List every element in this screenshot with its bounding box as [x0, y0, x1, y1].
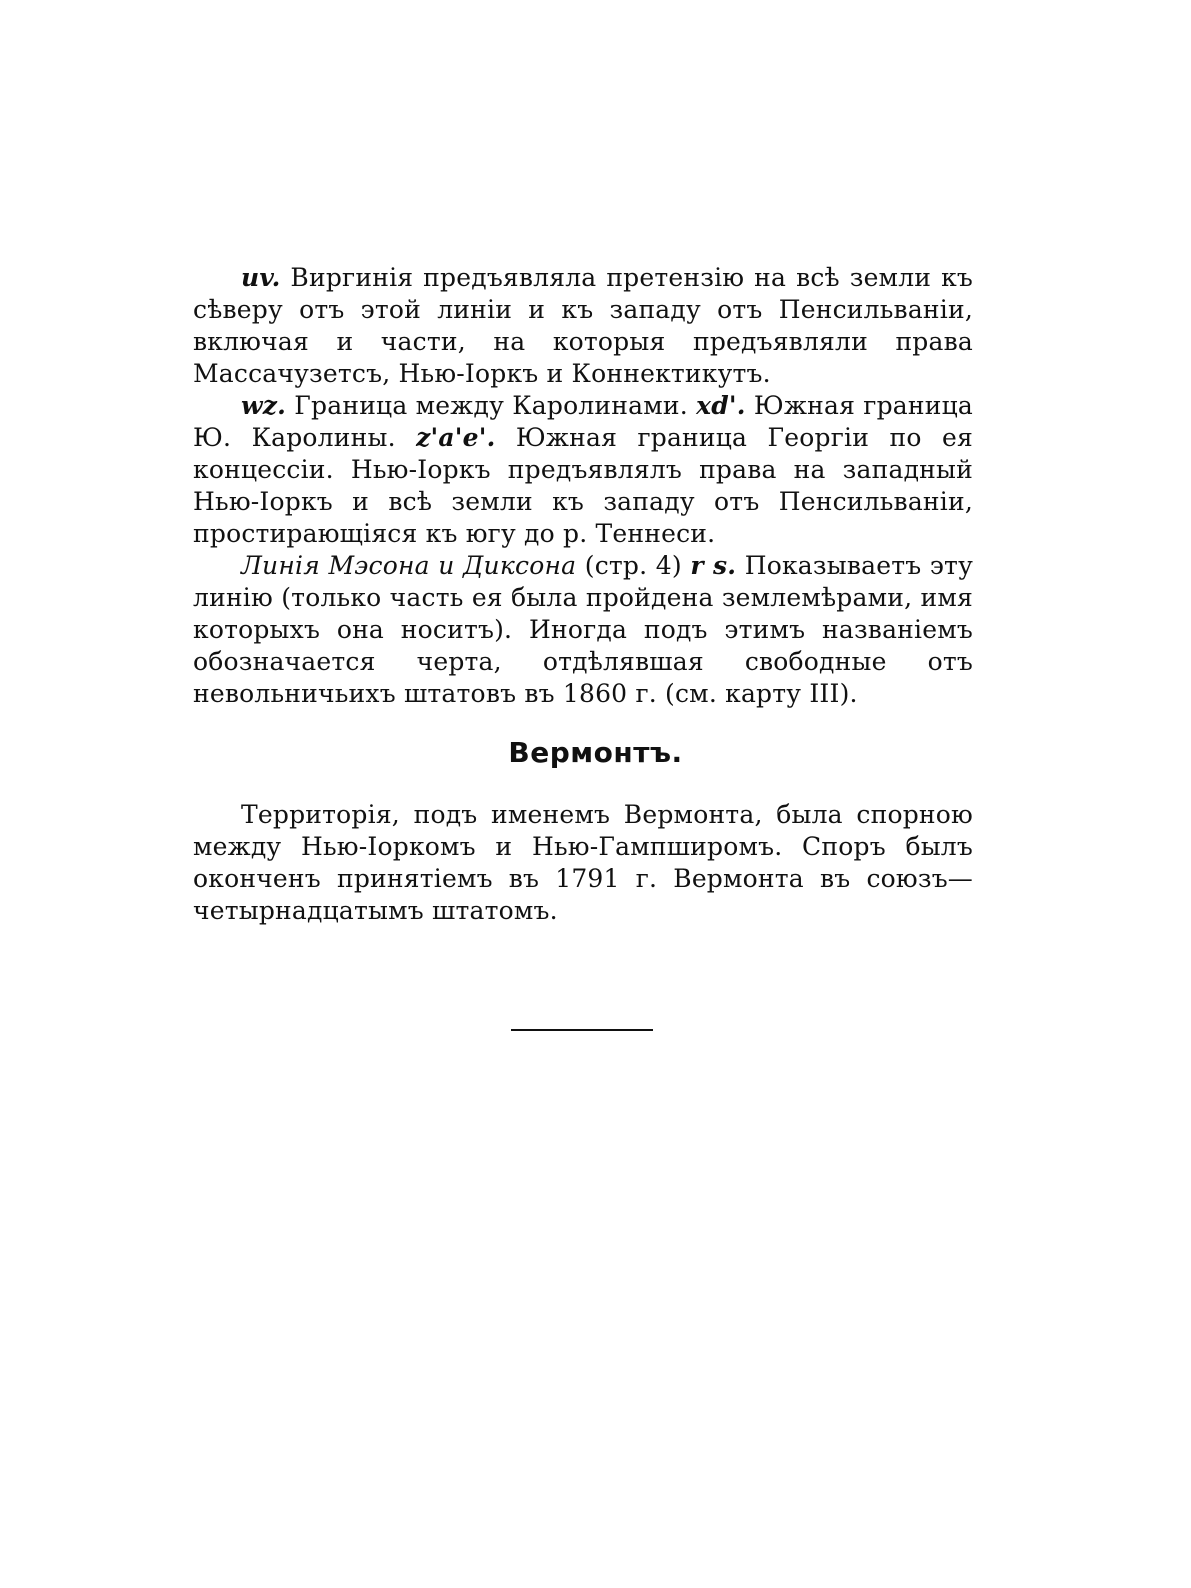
- mason-dixon-title: Линія Мэсона и Диксона: [241, 551, 577, 580]
- note-text-zae: Южная граница Георгіи по ея концессіи. Нью-Іоркъ предъявлялъ права на западный Нью-Іоркъ и всѣ земли къ западу отъ Пенсильваніи, простирающіяся къ югу до р. Теннеси.: [193, 423, 973, 548]
- vermont-paragraph: Территорія, подъ именемъ Вермонта, была спорною между Нью-Іоркомъ и Нью-Гампширомъ. Споръ былъ оконченъ принятіемъ въ 1791 г. Вермонта въ союзъ—четырнадцатымъ штатомъ.: [193, 800, 973, 925]
- note-text-uv: Виргинія предъявляла претензію на всѣ земли къ сѣверу отъ этой линіи и къ западу отъ Пенсильваніи, включая и части, на которыя предъявляли права Массачузетсъ, Нью-Іоркъ и Коннектикутъ.: [193, 263, 973, 388]
- note-text-wz: Граница между Каролинами.: [294, 391, 688, 420]
- note-paragraph-uv: [193, 262, 973, 390]
- vermont-section: [193, 799, 973, 927]
- mason-dixon-page-ref: (стр. 4): [584, 551, 682, 580]
- note-paragraph-mason-dixon: [193, 550, 973, 710]
- note-label-uv: uv.: [241, 263, 281, 292]
- note-label-wz: wz.: [241, 391, 287, 420]
- section-heading-vermont: Вермонтъ.: [508, 736, 683, 769]
- note-label-rs: r s.: [690, 551, 737, 580]
- note-paragraph-wz: [193, 390, 973, 550]
- note-label-zae: z'a'e'.: [416, 423, 496, 452]
- note-text-xd: Южная граница Ю. Каролины.: [193, 391, 974, 452]
- note-label-xd: xd'.: [696, 391, 746, 420]
- end-rule-divider: [511, 1029, 653, 1031]
- map-notes-section: [193, 262, 973, 710]
- note-text-rs: Показываетъ эту линію (только часть ея была пройдена землемѣрами, имя которыхъ она носитъ). Иногда подъ этимъ названіемъ обозначается черта, отдѣлявшая свободные отъ невольничьихъ штатовъ въ 1860 г. (см. карту III).: [193, 551, 973, 708]
